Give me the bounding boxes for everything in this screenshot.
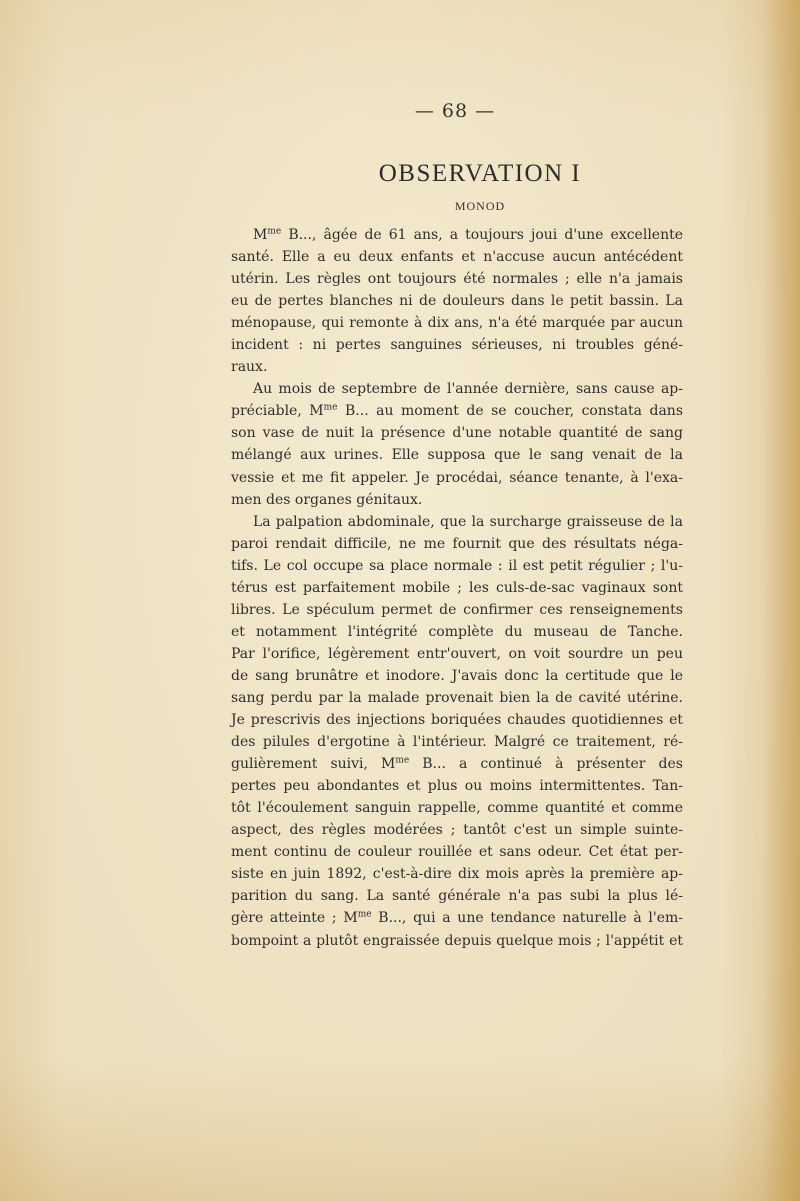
text-line: mélangé aux urines. Elle supposa que le sang venait de la	[231, 447, 683, 464]
text-line: libres. Le spéculum permet de confirmer ces renseignements	[231, 601, 683, 618]
page-number: — 68 —	[414, 100, 496, 122]
text-line: Par l'orifice, légèrement entr'ouvert, on voit sourdre un peu	[231, 645, 683, 662]
text-line: siste en juin 1892, c'est-à-dire dix mois après la première ap-	[231, 866, 683, 883]
text-line: des pilules d'ergotine à l'intérieur. Malgré ce traitement, ré-	[231, 734, 683, 751]
text-line: utérin. Les règles ont toujours été normales ; elle n'a jamais	[231, 271, 683, 288]
text-line: aspect, des règles modérées ; tantôt c'est un simple suinte-	[231, 822, 683, 839]
paragraph-2	[231, 378, 683, 510]
text-line: Je prescrivis des injections boriquées chaudes quotidiennes et	[231, 712, 683, 729]
text-line: bompoint a plutôt engraissée depuis quelque mois ; l'appétit et	[231, 932, 683, 949]
text-line: gère atteinte ; $M^{me}$ B..., qui a une tendance naturelle à l'em-	[231, 909, 684, 927]
text-line: men des organes génitaux.	[231, 491, 423, 508]
text-line: son vase de nuit la présence d'une notable quantité de sang	[231, 425, 683, 442]
text-line: de sang brunâtre et inodore. J'avais donc la certitude que le	[231, 667, 683, 684]
paragraph-3	[231, 511, 683, 952]
text-line: térus est parfaitement mobile ; les culs-de-sac vaginaux sont	[231, 579, 683, 596]
observation-title: OBSERVATION I	[378, 160, 582, 187]
text-line: parition du sang. La santé générale n'a pas subi la plus lé-	[231, 888, 683, 905]
text-line: tôt l'écoulement sanguin rappelle, comme quantité et comme	[231, 800, 683, 817]
text-line: santé. Elle a eu deux enfants et n'accuse aucun antécédent	[231, 249, 683, 266]
observation-author: MONOD	[454, 199, 506, 213]
text-line: vessie et me fit appeler. Je procédai, séance tenante, à l'exa-	[231, 469, 683, 486]
body-text	[231, 224, 683, 952]
text-line: Au mois de septembre de l'année dernière, sans cause ap-	[253, 381, 683, 398]
text-line: paroi rendait difficile, ne me fournit que des résultats néga-	[231, 535, 683, 552]
text-line: raux.	[231, 359, 268, 376]
text-line: préciable, $M^{me}$ B... au moment de se coucher, constata dans	[231, 402, 684, 420]
text-line: ment continu de couleur rouillée et sans odeur. Cet état per-	[231, 844, 683, 861]
text-line: pertes peu abondantes et plus ou moins intermittentes. Tan-	[231, 778, 683, 795]
text-line: gulièrement suivi, $M^{me}$ B... a continué à présenter des	[231, 755, 683, 773]
text-line: sang perdu par la malade provenait bien la de cavité utérine.	[231, 689, 683, 706]
text-line: incident : ni pertes sanguines sérieuses, ni troubles géné-	[231, 337, 683, 354]
text-line: et notamment l'intégrité complète du museau de Tanche.	[231, 623, 683, 640]
text-line: ménopause, qui remonte à dix ans, n'a été marquée par aucun	[231, 315, 683, 332]
paragraph-1	[231, 224, 683, 378]
text-line: eu de pertes blanches ni de douleurs dans le petit bassin. La	[231, 293, 683, 310]
text-line: $M^{me}$ B..., âgée de 61 ans, a toujours joui d'une excellente	[253, 226, 684, 243]
text-line: La palpation abdominale, que la surcharge graisseuse de la	[253, 513, 683, 530]
text-line: tifs. Le col occupe sa place normale : il est petit régulier ; l'u-	[231, 557, 683, 574]
